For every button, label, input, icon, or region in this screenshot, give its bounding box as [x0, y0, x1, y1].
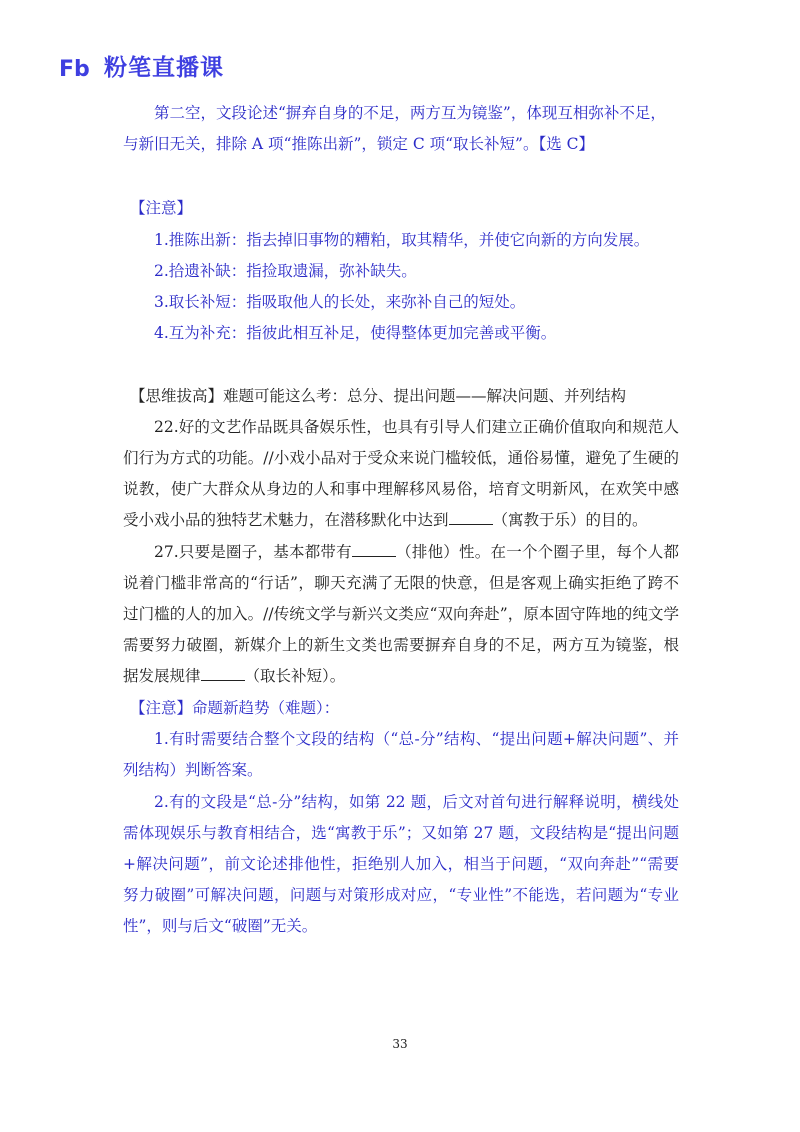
answer-blank: [449, 510, 493, 525]
question-22: [123, 412, 679, 536]
answer-line-1: 第二空，文段论述“摒弃自身的不足，两方互为镜鉴”，体现互相弥补不足，: [154, 104, 666, 122]
answer-blank: [352, 542, 396, 557]
trend-item-1: 1.有时需要结合整个文段的结构（“总-分”结构、“提出问题+解决问题”、并列结构）判断答案。: [123, 730, 679, 779]
answer-line-2: 与新旧无关，排除 A 项“推陈出新”，锁定 C 项“取长补短”。【选 C】: [123, 135, 594, 153]
page-number: 33: [392, 1037, 408, 1051]
brand-logo: [58, 52, 224, 84]
note-heading: 【注意】: [130, 199, 193, 217]
note-item-4: 4.互为补充：指彼此相互补足，使得整体更加完善或平衡。: [154, 324, 557, 342]
trend-heading: 【注意】命题新趋势（难题）：: [130, 699, 340, 717]
note-item-1: 1.推陈出新：指去掉旧事物的糟粕，取其精华，并使它向新的方向发展。: [154, 231, 650, 249]
note-item-2: 2.拾遗补缺：指捡取遗漏，弥补缺失。: [154, 262, 417, 280]
brand-name: 粉笔直播课: [104, 55, 224, 81]
question-27-middle: （排他）性。在一个个圈子里，每个人都说着门槛非常高的“行话”，聊天充满了无限的快意，但是客观上确实拒绝了跨不过门槛的人的加入。//传统文学与新兴文类应“双向奔赴”，原本固守阵地的纯文学需要努力破圈，新媒介上的新生文类也需要摒弃自身的不足，两方互为镜鉴，根据发展规律: [123, 543, 679, 685]
answer-blank: [201, 666, 245, 681]
svg-text:Fb: Fb: [59, 57, 90, 81]
question-27: [123, 537, 679, 692]
question-27-text: 27.只要是圈子，基本都带有: [154, 543, 352, 561]
question-22-answer: （寓教于乐）的目的。: [492, 511, 648, 529]
thinking-heading: 【思维拔高】难题可能这么考：总分、提出问题——解决问题、并列结构: [130, 387, 627, 405]
question-27-answer: （取长补短）。: [244, 667, 346, 685]
question-22-text: 22.好的文艺作品既具备娱乐性，也具有引导人们建立正确价值取向和规范人们行为方式的功能。//小戏小品对于受众来说门槛较低，通俗易懂，避免了生硬的说教，使广大群众从身边的人和事中理解移风易俗，培育文明新风，在欢笑中感受小戏小品的独特艺术魅力，在潜移默化中达到: [123, 418, 679, 529]
trend-item-2: 2.有的文段是“总-分”结构，如第 22 题，后文对首句进行解释说明，横线处需体现娱乐与教育相结合，选“寓教于乐”；又如第 27 题，文段结构是“提出问题+解决问题”，前文论述排他性，拒绝别人加入，相当于问题，“双向奔赴”“需要努力破圈”可解决问题，问题与对策形成对应，“专业性”不能选，若问题为“专业性”，则与后文“破圈”无关。: [123, 793, 679, 935]
note-item-3: 3.取长补短：指吸取他人的长处，来弥补自己的短处。: [154, 293, 526, 311]
fb-logo-icon: [58, 55, 96, 81]
